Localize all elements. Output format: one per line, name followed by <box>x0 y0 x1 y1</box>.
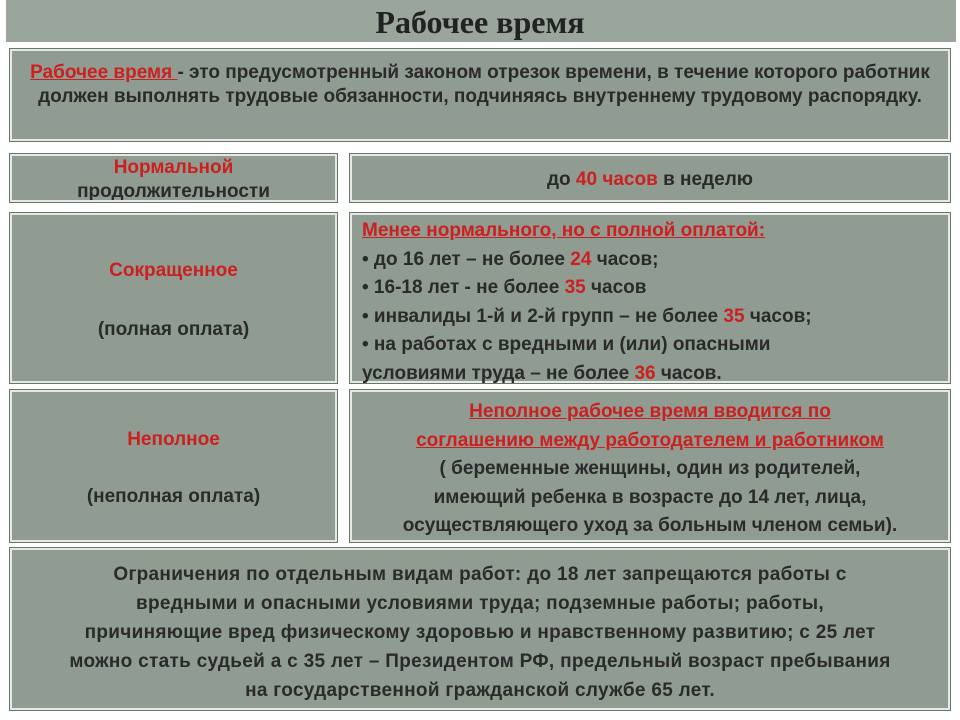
partial-label-box <box>10 390 337 542</box>
definition-text: - это предусмотренный законом отрезок времени, в течение которого работник должен выполнять трудовые обязанности, подчиняясь внутреннему трудовому распорядку. <box>38 62 930 107</box>
list-item: • инвалиды 1-й и 2-й групп – не более 35 часов; <box>362 305 812 327</box>
normal-label-line2: продолжительности <box>77 181 270 202</box>
normal-value-suffix: в неделю <box>657 169 754 190</box>
list-item: • на работах с вредными и (или) опасными <box>362 334 771 355</box>
list-item: • 16-18 лет - не более 35 часов <box>362 277 647 298</box>
limits-line: вредными и опасными условиями труда; подземные работы; работы, <box>136 593 824 614</box>
shortened-heading: Менее нормального, но с полной оплатой: <box>362 220 766 241</box>
list-item-continuation: условиями труда – не более 36 часов. <box>362 362 722 384</box>
definition-box <box>10 49 950 141</box>
shortened-list <box>362 246 938 389</box>
partial-details-box <box>350 390 950 542</box>
shortened-details-box <box>350 213 950 383</box>
shortened-payment: (полная оплата) <box>97 319 250 340</box>
normal-value-box <box>350 154 950 202</box>
limits-line: причиняющие вред физическому здоровью и нравственному развитию; с 25 лет <box>84 622 876 643</box>
normal-label-line1: Нормальной <box>113 157 234 178</box>
limits-box <box>10 548 950 710</box>
partial-payment: (неполная оплата) <box>86 486 261 507</box>
partial-label: Неполное <box>127 429 220 450</box>
partial-heading-line2: соглашению между работодателем и работником <box>416 429 884 451</box>
limits-line: на государственной гражданской службе 65 лет. <box>245 680 715 701</box>
limits-line: можно стать судьей а с 35 лет – Президентом РФ, предельный возраст пребывания <box>69 651 891 672</box>
partial-desc-line: ( беременные женщины, один из родителей, <box>439 458 861 479</box>
partial-desc-line: имеющий ребенка в возрасте до 14 лет, лица, <box>433 486 867 508</box>
shortened-label: Сокращенное <box>109 260 238 281</box>
partial-desc-line: осуществляющего уход за больным членом семьи). <box>402 515 898 536</box>
shortened-label-box <box>10 213 337 383</box>
page-title: Рабочее время <box>375 4 585 40</box>
list-item: • до 16 лет – не более 24 часов; <box>362 248 659 270</box>
normal-value-hours: 40 часов <box>575 169 658 190</box>
normal-label-box <box>10 154 337 202</box>
definition-term: Рабочее время <box>30 62 178 83</box>
partial-heading-line1: Неполное рабочее время вводится по <box>469 401 831 422</box>
limits-line: Ограничения по отдельным видам работ: до 18 лет запрещаются работы с <box>113 564 847 585</box>
normal-value-prefix: до <box>546 169 576 190</box>
